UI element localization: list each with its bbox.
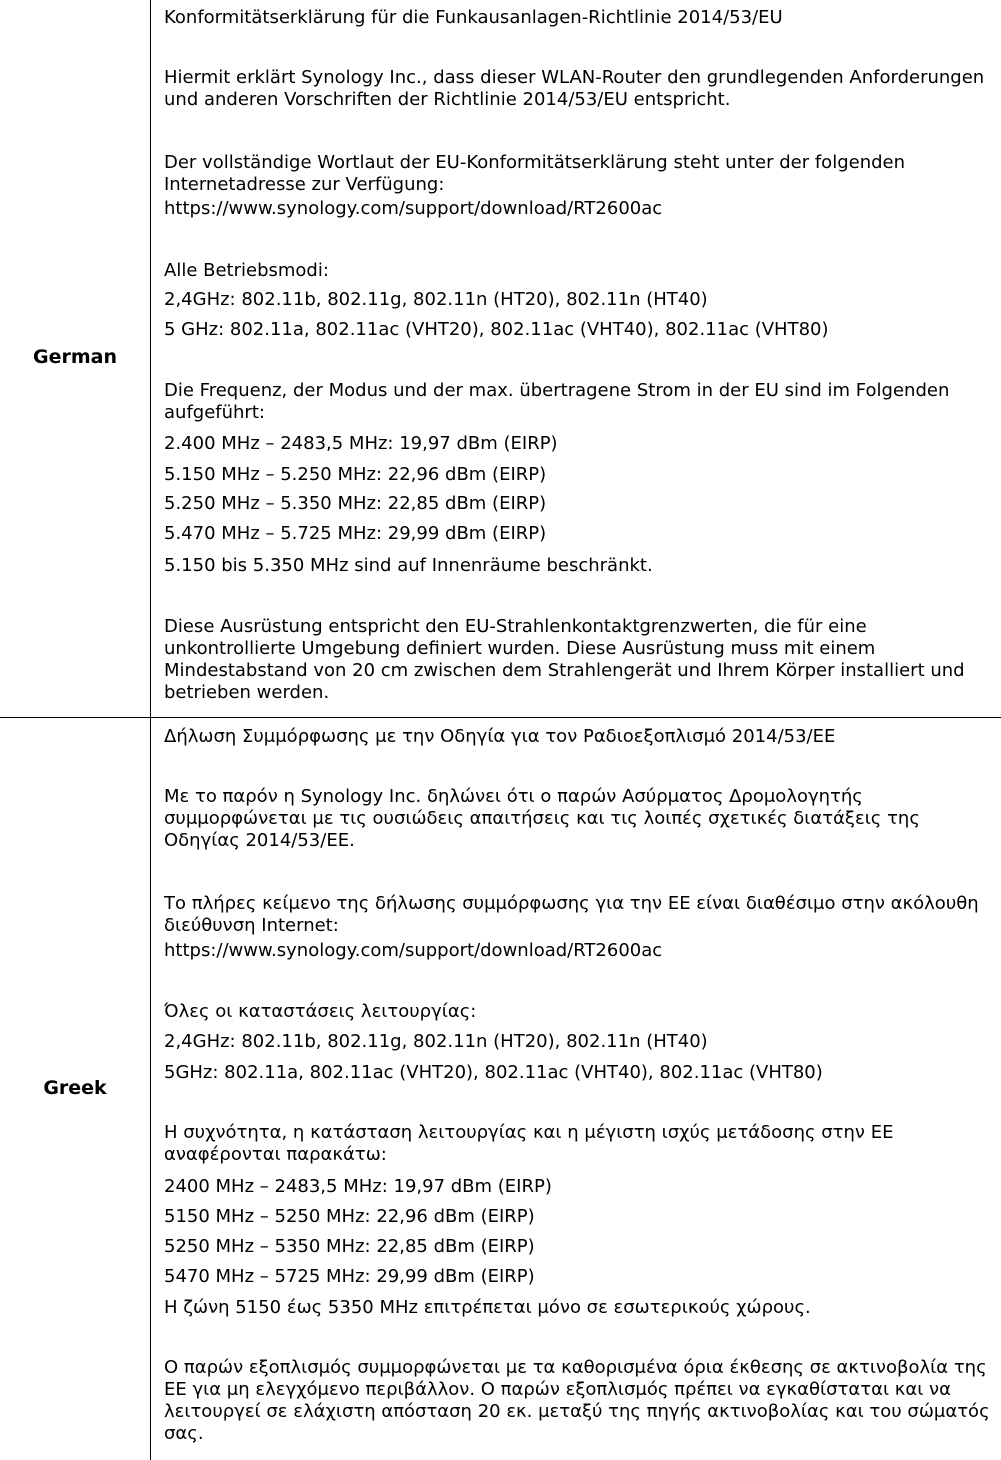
greek-freq-intro: Η συχνότητα, η κατάσταση λειτουργίας και η μέγιστη ισχύς μετάδοσης στην ΕΕ αναφέρονται παρακάτω: xyxy=(164,1122,900,1165)
language-label-german: German xyxy=(33,346,117,368)
greek-mode-24ghz: 2,4GHz: 802.11b, 802.11g, 802.11n (HT20), 802.11n (HT40) xyxy=(164,1031,708,1052)
german-freq-2: 5.150 MHz – 5.250 MHz: 22,96 dBm (EIRP) xyxy=(164,464,547,485)
german-modes-heading: Alle Betriebsmodi: xyxy=(164,260,329,281)
german-declaration: Hiermit erklärt Synology Inc., dass dieser WLAN-Router den grundlegenden Anforderungen und anderen Vorschriften der Richtlinie 2014/53/EU entspricht. xyxy=(164,67,990,110)
german-mode-5ghz: 5 GHz: 802.11a, 802.11ac (VHT20), 802.11ac (VHT40), 802.11ac (VHT80) xyxy=(164,319,829,340)
greek-mode-5ghz: 5GHz: 802.11a, 802.11ac (VHT20), 802.11ac (VHT40), 802.11ac (VHT80) xyxy=(164,1062,823,1083)
german-freq-1: 2.400 MHz – 2483,5 MHz: 19,97 dBm (EIRP) xyxy=(164,433,558,454)
german-full-text-intro: Der vollständige Wortlaut der EU-Konformitätserklärung steht unter der folgenden Internetadresse zur Verfügung: xyxy=(164,152,911,195)
german-title: Konformitätserklärung für die Funkausanlagen-Richtlinie 2014/53/EU xyxy=(164,7,783,28)
greek-url: https://www.synology.com/support/download/RT2600ac xyxy=(164,940,663,961)
german-mode-24ghz: 2,4GHz: 802.11b, 802.11g, 802.11n (HT20), 802.11n (HT40) xyxy=(164,289,708,310)
greek-title: Δήλωση Συμμόρφωσης με την Οδηγία για τον Ραδιοεξοπλισμό 2014/53/ΕΕ xyxy=(164,726,836,747)
greek-declaration: Με το παρόν η Synology Inc. δηλώνει ότι ο παρών Ασύρματος Δρομολογητής συμμορφώνεται με τις ουσιώδεις απαιτήσεις και τις λοιπές σχετικές διατάξεις της Οδηγίας 2014/53/ΕΕ. xyxy=(164,786,926,851)
greek-radiation-notice: Ο παρών εξοπλισμός συμμορφώνεται με τα καθορισμένα όρια έκθεσης σε ακτινοβολία της ΕΕ για μη ελεγχόμενο περιβάλλον. Ο παρών εξοπλισμός πρέπει να εγκαθίσταται και να λειτουργεί σε ελάχιστη απόσταση 20 εκ. μεταξύ της πηγής ακτινοβολίας και του σώματός σας. xyxy=(164,1357,996,1444)
german-freq-intro: Die Frequenz, der Modus und der max. übertragene Strom in der EU sind im Folgenden aufgeführt: xyxy=(164,380,956,423)
greek-full-text-intro: Το πλήρες κείμενο της δήλωσης συμμόρφωσης για την ΕΕ είναι διαθέσιμο στην ακόλουθη διεύθυνση Internet: xyxy=(164,893,985,936)
greek-freq-1: 2400 MHz – 2483,5 MHz: 19,97 dBm (EIRP) xyxy=(164,1176,552,1197)
german-indoor-restriction: 5.150 bis 5.350 MHz sind auf Innenräume beschränkt. xyxy=(164,555,653,576)
german-radiation-notice: Diese Ausrüstung entspricht den EU-Strahlenkontaktgrenzwerten, die für eine unkontrollierte Umgebung definiert wurden. Diese Ausrüstung muss mit einem Mindestabstand von 20 cm zwischen dem Strahlengerät und Ihrem Körper installiert und betrieben werden. xyxy=(164,616,971,703)
german-freq-4: 5.470 MHz – 5.725 MHz: 29,99 dBm (EIRP) xyxy=(164,523,547,544)
greek-modes-heading: Όλες οι καταστάσεις λειτουργίας: xyxy=(164,1001,477,1022)
greek-freq-2: 5150 MHz – 5250 MHz: 22,96 dBm (EIRP) xyxy=(164,1206,535,1227)
greek-freq-4: 5470 MHz – 5725 MHz: 29,99 dBm (EIRP) xyxy=(164,1266,535,1287)
row-divider xyxy=(0,717,1001,718)
column-divider xyxy=(150,0,151,1460)
language-label-greek: Greek xyxy=(43,1077,107,1099)
german-freq-3: 5.250 MHz – 5.350 MHz: 22,85 dBm (EIRP) xyxy=(164,493,547,514)
greek-freq-3: 5250 MHz – 5350 MHz: 22,85 dBm (EIRP) xyxy=(164,1236,535,1257)
german-url: https://www.synology.com/support/download/RT2600ac xyxy=(164,198,663,219)
greek-indoor-restriction: Η ζώνη 5150 έως 5350 MHz επιτρέπεται μόνο σε εσωτερικούς χώρους. xyxy=(164,1297,811,1318)
